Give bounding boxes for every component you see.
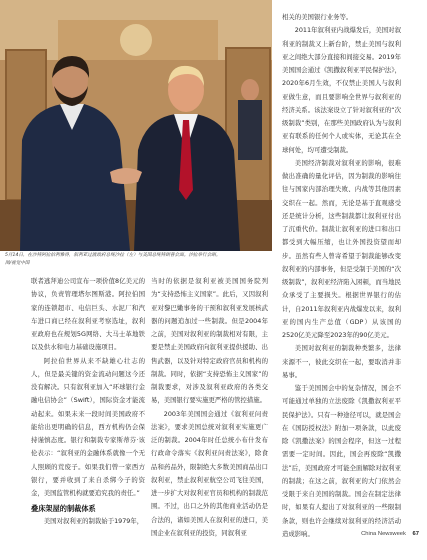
page-number: 67 [412,531,419,537]
paragraph: 美国经济制裁对叙利亚的影响，很难做出准确的量化评估，因为制裁的影响往往与国家内部治理失败、内战等其他因素交织在一起。然而，无论是基于直观感受还是统计分析，这些制裁都让叙利亚付出了沉重代价。制裁让叙利亚的进口和出口都受到大幅压缩，也让外国投资望而却步。虽然有些人曾寄希望于制裁能够改变叙利亚的内部事务，但是受制于美国的“次级制裁”，叙利亚经济陷入困顿，而当地民众承受了主要损失。根据世界银行的估计，自2011年叙利亚内战爆发以来，叙利亚的国内生产总值（GDP）从该国的2520亿美元降至2023年的90亿美元。 [282,158,401,339]
paragraph: 联者逃拜迪公司宣布一项价值8亿美元的协议，负责管理塔尔图斯港。阿拉伯国家的连锁超市、电信巨头、水泥厂和汽车进口商已经在叙利亚考察选址，叙利亚政府也在规划5G网络、大马士革地铁以及供水和电力基础设施项目。 [31,277,145,352]
paragraph: 2011年叙利亚内战爆发后，美国对叙利亚的制裁又上新台阶，禁止美国与叙利亚之间绝大部分直接和间接交易。2019年美国国会通过《凯撒叙利亚平民保护法》，2020年6月生效，不仅禁止美国人与叙利亚做生意，而且要影响全世界与叙利亚的经济关系。该法案设立了针对叙利亚的“次级制裁”类别，在那些美国政府认为与叙利亚有联系的任何个人或实体，无论其在全球何处，均可遭受制裁。 [282,26,401,154]
paragraph: 美国对叙利亚的制裁种类繁多，法律来源不一，彼此交织在一起，要取消并非易事。 [282,344,401,379]
paragraph: 当时的依据是叙利亚被美国国务院列为“支持恐怖主义国家”。此后，又因叙利亚对黎巴嫩事务的干预和叙利亚发展核武器的问题追加过一些制裁。但是2004年之前，美国对叙利亚的制裁相对有限，主要是禁止美国政府向叙利亚提供援助、出售武器，以及针对特定政府官员和机构的制裁。同时，依据“支持恐怖主义国家”的制裁要求，对涉及叙利亚政府的各类交易，美国银行要实施更严格的管控措施。 [151,277,268,405]
article-column-2 [151,275,268,540]
page-footer [361,531,419,537]
publication-name: China Newsweek [361,531,406,537]
article-column-1 [31,275,145,529]
paragraph: 2003年美国国会通过《叙利亚问责法案》，要求美国总统对叙利亚实施更广泛的制裁。2004年时任总统小布什发布行政命令落实《叙利亚问责法案》，除食品和药品外，限制绝大多数美国商品出口叙利亚，禁止叙利亚航空公司飞往美国，进一步扩大对叙利亚官员和机构的制裁范围。不过，出口之外的其他商业活动仍是合法的，诸如美国人在叙利亚的进口，美国企业在叙利亚的投资，同叙利亚 [151,409,268,537]
paragraph: 阿拉伯世界从来不缺雄心壮志的人，但是最关键的资金流动问题这今还没有解决。只有叙利亚加入“环球银行金融电信协会”（Swift），国际资金才能流动起来。如果未来一段时间美国政府不能给出更明确的信息，西方机构仍会保持谨慎态度。银行和制裁专家斯蒂芬·该伦表示：“叙利亚的金融体系就像一个无人照顾的荒废子。如果我们曾一家西方银行，要并收到了来自杀绑今子的资金，美国监管机构就要追究我的责任。” [31,356,145,497]
section-subhead: 叠床架屋的制裁体系 [31,504,96,514]
photo-caption [5,252,271,268]
paragraph: 鉴于美国国会中的复杂情况，国会不可能通过单独的立法废除《凯撒叙利亚平民保护法》。只有一种途径可以，就是国会在《国防授权法》附加一项条款，以此废除《凯撒法案》的国会程序，但这一过程需要一定时间。因此，国会再废除“凯撒法”后，美国政府才可能全面解除对叙利亚的制裁；在这之前，叙利亚的大门依然会受限于来自美国的制裁。国会在制定法律时，如果有人提出了对叙利亚的一些限制条款，则也许会继续对叙利亚的经济活动造成影响。 [282,384,401,538]
paragraph: 美国对叙利亚的制裁始于1979年， [43,517,144,526]
news-photo [0,0,272,251]
caption-text: 5月14日，在沙特阿拉伯利雅得，叙利亚过渡政府总统沙拉（左）与美国总统特朗普会面。沙拉举行会晤。 [5,253,221,258]
paragraph: 相关的美国银行业务等。 [282,13,353,21]
photo-credit: 图/视觉中国 [5,261,30,266]
article-column-3 [282,11,401,541]
photo-scene [0,0,272,251]
